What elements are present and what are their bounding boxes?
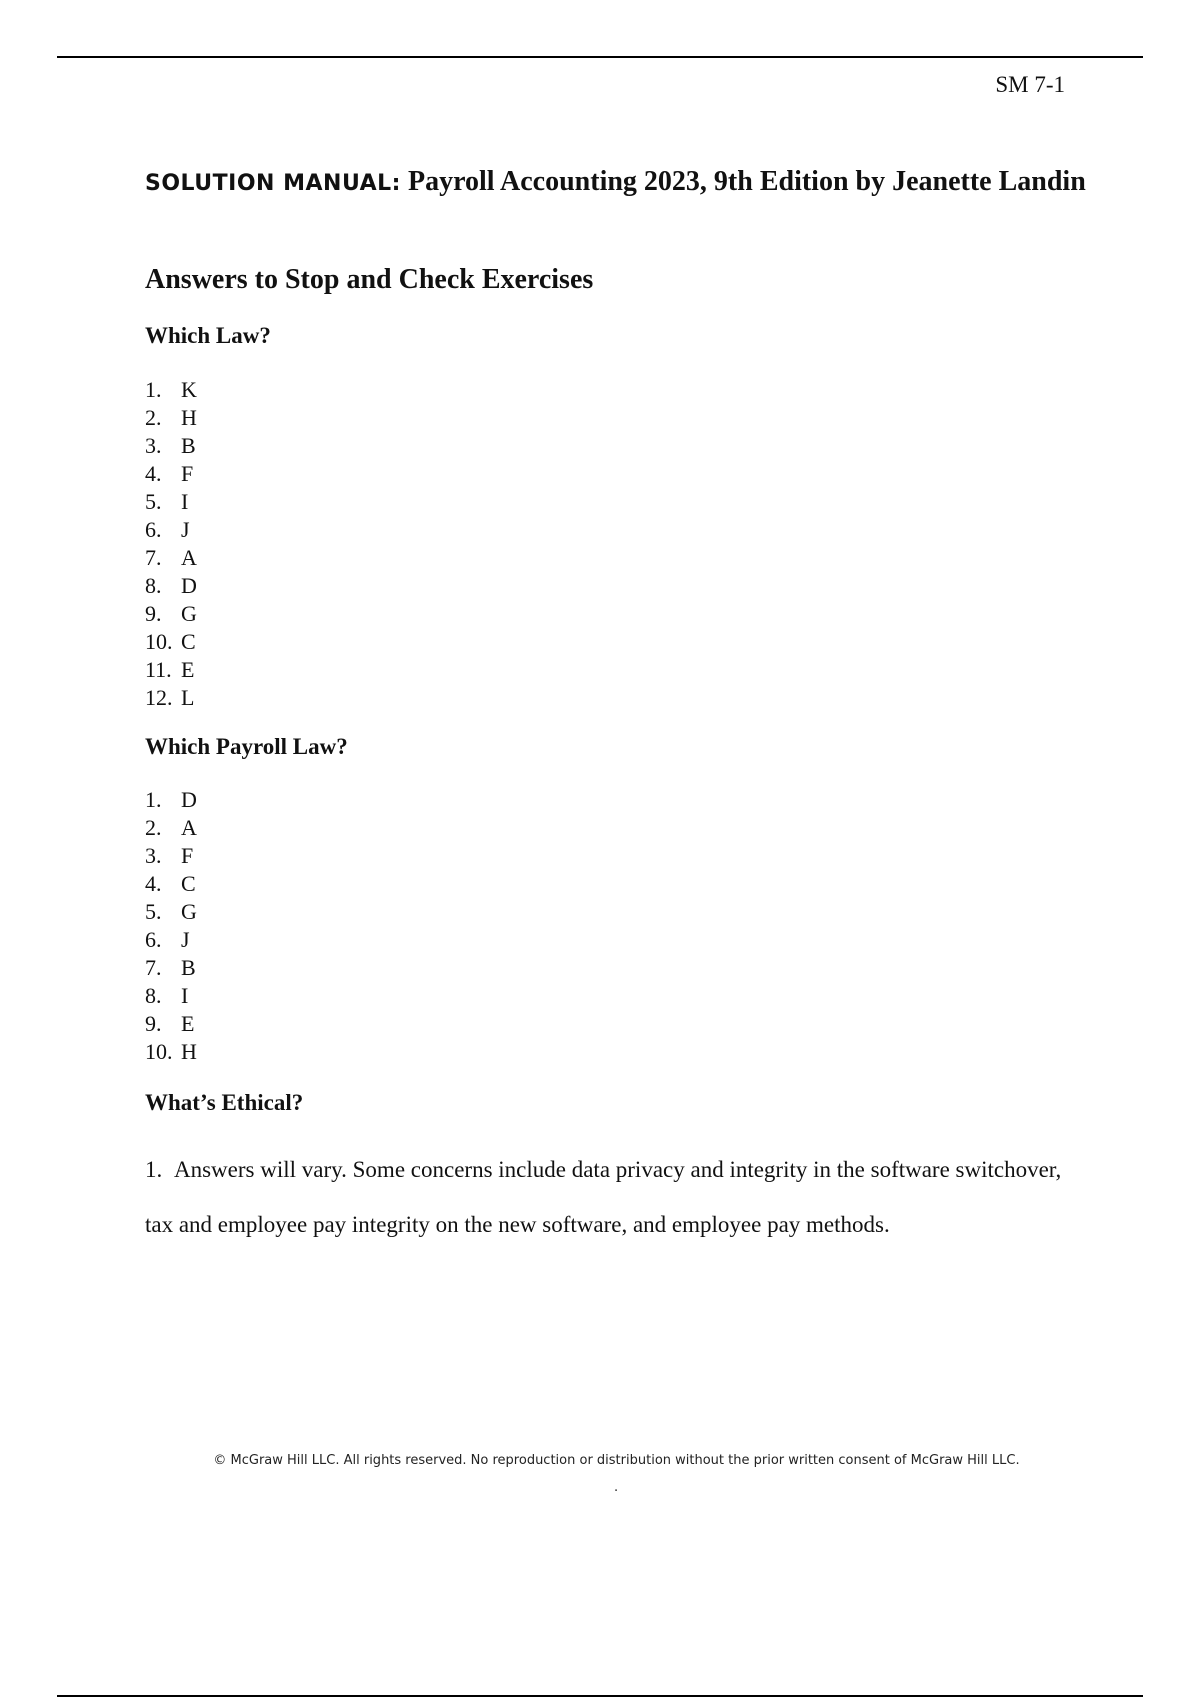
list-item bbox=[145, 982, 197, 1010]
document-title bbox=[145, 166, 1145, 198]
title-text: Payroll Accounting 2023, 9th Edition by Jeanette Landin bbox=[400, 166, 1086, 197]
which-law-answer-list bbox=[145, 376, 197, 712]
item-number: 3. bbox=[145, 433, 162, 458]
list-item bbox=[145, 404, 197, 432]
item-answer: D bbox=[181, 573, 197, 598]
item-number: 9. bbox=[145, 1011, 162, 1036]
list-item bbox=[145, 1010, 197, 1038]
footer-mark: . bbox=[614, 1480, 619, 1495]
ethics-answer-paragraph bbox=[145, 1142, 1085, 1252]
item-answer: L bbox=[181, 685, 195, 710]
item-answer: J bbox=[181, 517, 190, 542]
main-heading: Answers to Stop and Check Exercises bbox=[145, 264, 594, 295]
list-item bbox=[145, 460, 197, 488]
item-answer: A bbox=[181, 545, 197, 570]
list-item bbox=[145, 600, 197, 628]
which-payroll-law-answer-list bbox=[145, 786, 197, 1066]
title-label: SOLUTION MANUAL: bbox=[145, 171, 401, 196]
item-number: 1. bbox=[145, 1157, 163, 1182]
item-number: 1. bbox=[145, 787, 162, 812]
item-answer: F bbox=[181, 461, 194, 486]
item-number: 11. bbox=[145, 657, 172, 682]
item-number: 1. bbox=[145, 377, 162, 402]
list-item bbox=[145, 1038, 197, 1066]
item-answer: E bbox=[181, 1011, 195, 1036]
item-number: 8. bbox=[145, 573, 162, 598]
item-answer: B bbox=[181, 955, 196, 980]
list-item bbox=[145, 544, 197, 572]
item-number: 9. bbox=[145, 601, 162, 626]
list-item bbox=[145, 516, 197, 544]
item-number: 6. bbox=[145, 927, 162, 952]
list-item bbox=[145, 786, 197, 814]
list-item bbox=[145, 842, 197, 870]
item-answer: G bbox=[181, 899, 197, 924]
list-item bbox=[145, 684, 197, 712]
item-number: 4. bbox=[145, 871, 162, 896]
item-answer: A bbox=[181, 815, 197, 840]
item-number: 10. bbox=[145, 629, 173, 654]
item-number: 5. bbox=[145, 489, 162, 514]
list-item bbox=[145, 376, 197, 404]
list-item bbox=[145, 656, 197, 684]
bottom-rule bbox=[57, 1695, 1143, 1697]
item-answer: C bbox=[181, 871, 196, 896]
list-item bbox=[145, 432, 197, 460]
item-number: 7. bbox=[145, 955, 162, 980]
list-item bbox=[145, 954, 197, 982]
item-number: 4. bbox=[145, 461, 162, 486]
item-number: 2. bbox=[145, 815, 162, 840]
item-answer: C bbox=[181, 629, 196, 654]
list-item bbox=[145, 926, 197, 954]
item-number: 6. bbox=[145, 517, 162, 542]
item-number: 2. bbox=[145, 405, 162, 430]
list-item bbox=[145, 898, 197, 926]
section-heading-which-payroll-law: Which Payroll Law? bbox=[145, 734, 348, 759]
item-answer: H bbox=[181, 405, 197, 430]
item-answer: K bbox=[181, 377, 197, 402]
item-answer: B bbox=[181, 433, 196, 458]
top-rule bbox=[57, 56, 1143, 58]
item-number: 10. bbox=[145, 1039, 173, 1064]
copyright-footer: © McGraw Hill LLC. All rights reserved. No reproduction or distribution without the prior written consent of McGraw Hill LLC. bbox=[213, 1453, 1020, 1468]
page-number: SM 7-1 bbox=[995, 72, 1065, 97]
item-answer: I bbox=[181, 489, 189, 514]
section-heading-whats-ethical: What’s Ethical? bbox=[145, 1090, 304, 1115]
item-answer: G bbox=[181, 601, 197, 626]
list-item bbox=[145, 488, 197, 516]
item-answer: D bbox=[181, 787, 197, 812]
item-answer: F bbox=[181, 843, 194, 868]
list-item bbox=[145, 572, 197, 600]
item-answer: E bbox=[181, 657, 195, 682]
section-heading-which-law: Which Law? bbox=[145, 323, 271, 348]
item-number: 3. bbox=[145, 843, 162, 868]
item-number: 5. bbox=[145, 899, 162, 924]
list-item bbox=[145, 814, 197, 842]
item-answer: H bbox=[181, 1039, 197, 1064]
list-item bbox=[145, 870, 197, 898]
item-number: 7. bbox=[145, 545, 162, 570]
item-answer: I bbox=[181, 983, 189, 1008]
item-number: 12. bbox=[145, 685, 173, 710]
item-answer: J bbox=[181, 927, 190, 952]
ethics-answer-text: Answers will vary. Some concerns include data privacy and integrity in the software switchover, tax and employee pay integrity on the new software, and employee pay methods. bbox=[145, 1157, 1062, 1237]
list-item bbox=[145, 628, 197, 656]
item-number: 8. bbox=[145, 983, 162, 1008]
